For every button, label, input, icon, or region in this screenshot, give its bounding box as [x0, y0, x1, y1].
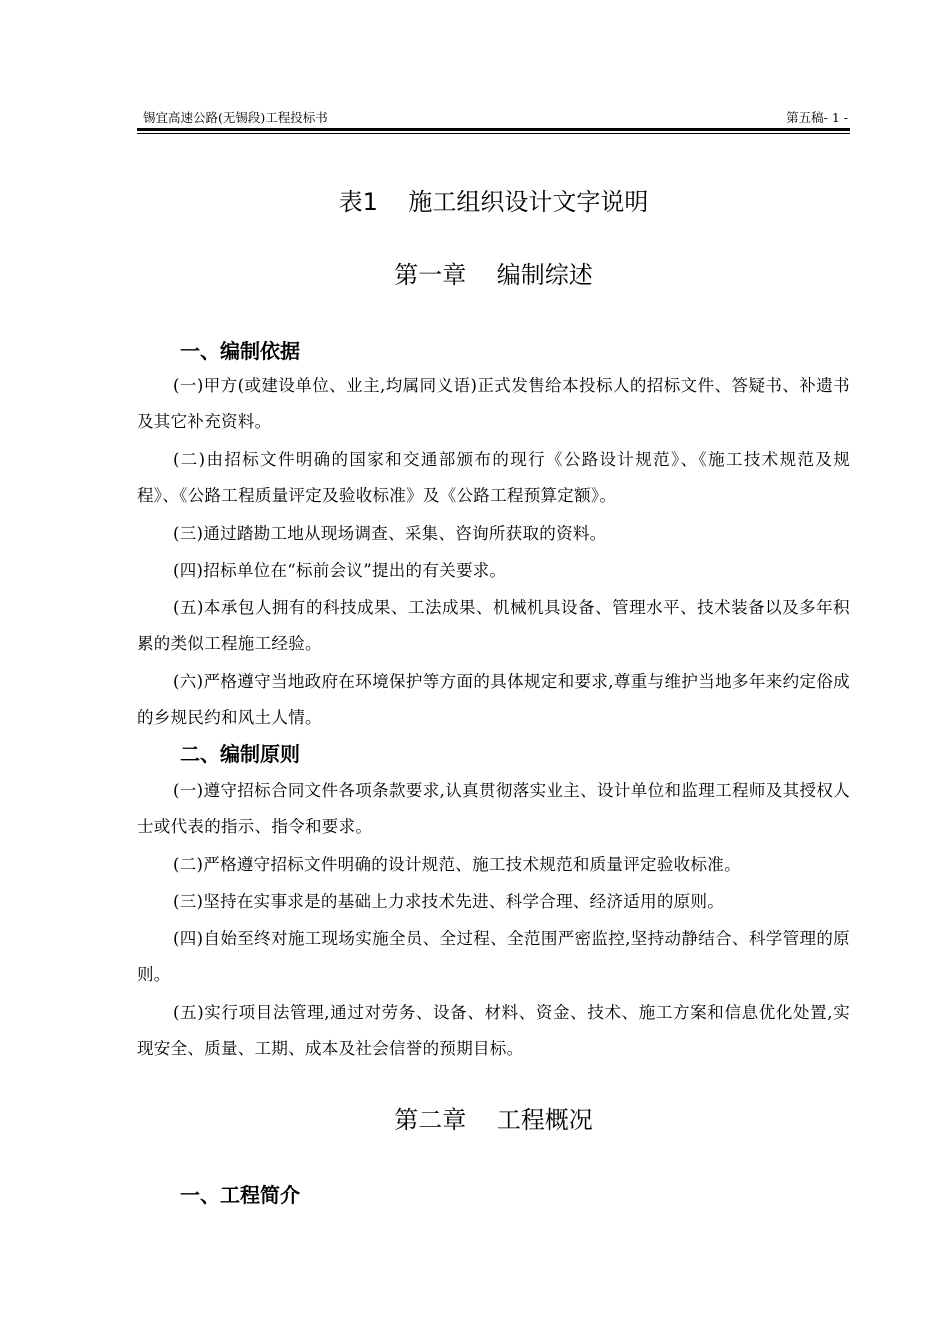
basis-paragraph-2: (二)由招标文件明确的国家和交通部颁布的现行《公路设计规范》、《施工技术规范及规程》、《公路工程质量评定及验收标准》及《公路工程预算定额》。 — [137, 450, 850, 505]
principles-paragraph-2: (二)严格遵守招标文件明确的设计规范、施工技术规范和质量评定验收标准。 — [173, 855, 741, 874]
basis-paragraph-3: (三)通过踏勘工地从现场调查、采集、咨询所获取的资料。 — [173, 524, 607, 543]
document-title: 表1 施工组织设计文字说明 — [338, 188, 649, 216]
principles-paragraph-3: (三)坚持在实事求是的基础上力求技术先进、科学合理、经济适用的原则。 — [173, 892, 725, 911]
principles-paragraph-5: (五)实行项目法管理,通过对劳务、设备、材料、资金、技术、施工方案和信息优化处置,实现安全、质量、工期、成本及社会信誉的预期目标。 — [137, 1003, 850, 1058]
basis-paragraph-6: (六)严格遵守当地政府在环境保护等方面的具体规定和要求,尊重与维护当地多年来约定俗成的乡规民约和风土人情。 — [137, 672, 850, 727]
section-basis-title: 一、编制依据 — [180, 339, 300, 363]
basis-paragraph-1: (一)甲方(或建设单位、业主,均属同义语)正式发售给本投标人的招标文件、答疑书、补遗书及其它补充资料。 — [137, 376, 850, 431]
basis-paragraph-4: (四)招标单位在“标前会议”提出的有关要求。 — [173, 561, 507, 580]
principles-paragraph-1: (一)遵守招标合同文件各项条款要求,认真贯彻落实业主、设计单位和监理工程师及其授权人士或代表的指示、指令和要求。 — [137, 781, 850, 836]
chapter-1-title: 第一章 编制综述 — [394, 261, 593, 289]
page-header — [137, 107, 850, 129]
chapter-2-title: 第二章 工程概况 — [394, 1106, 593, 1134]
header-rule-thin — [137, 133, 850, 134]
header-project-title: 锡宜高速公路(无锡段)工程投标书 — [143, 110, 328, 125]
section-overview-title: 一、工程简介 — [180, 1183, 300, 1207]
basis-paragraph-5: (五)本承包人拥有的科技成果、工法成果、机械机具设备、管理水平、技术装备以及多年积累的类似工程施工经验。 — [137, 598, 850, 653]
section-principles-title: 二、编制原则 — [180, 742, 300, 766]
header-page-number: 第五稿- 1 - — [786, 110, 848, 125]
principles-paragraph-4: (四)自始至终对施工现场实施全员、全过程、全范围严密监控,坚持动静结合、科学管理的原则。 — [137, 929, 850, 984]
header-rule-thick — [137, 128, 850, 131]
